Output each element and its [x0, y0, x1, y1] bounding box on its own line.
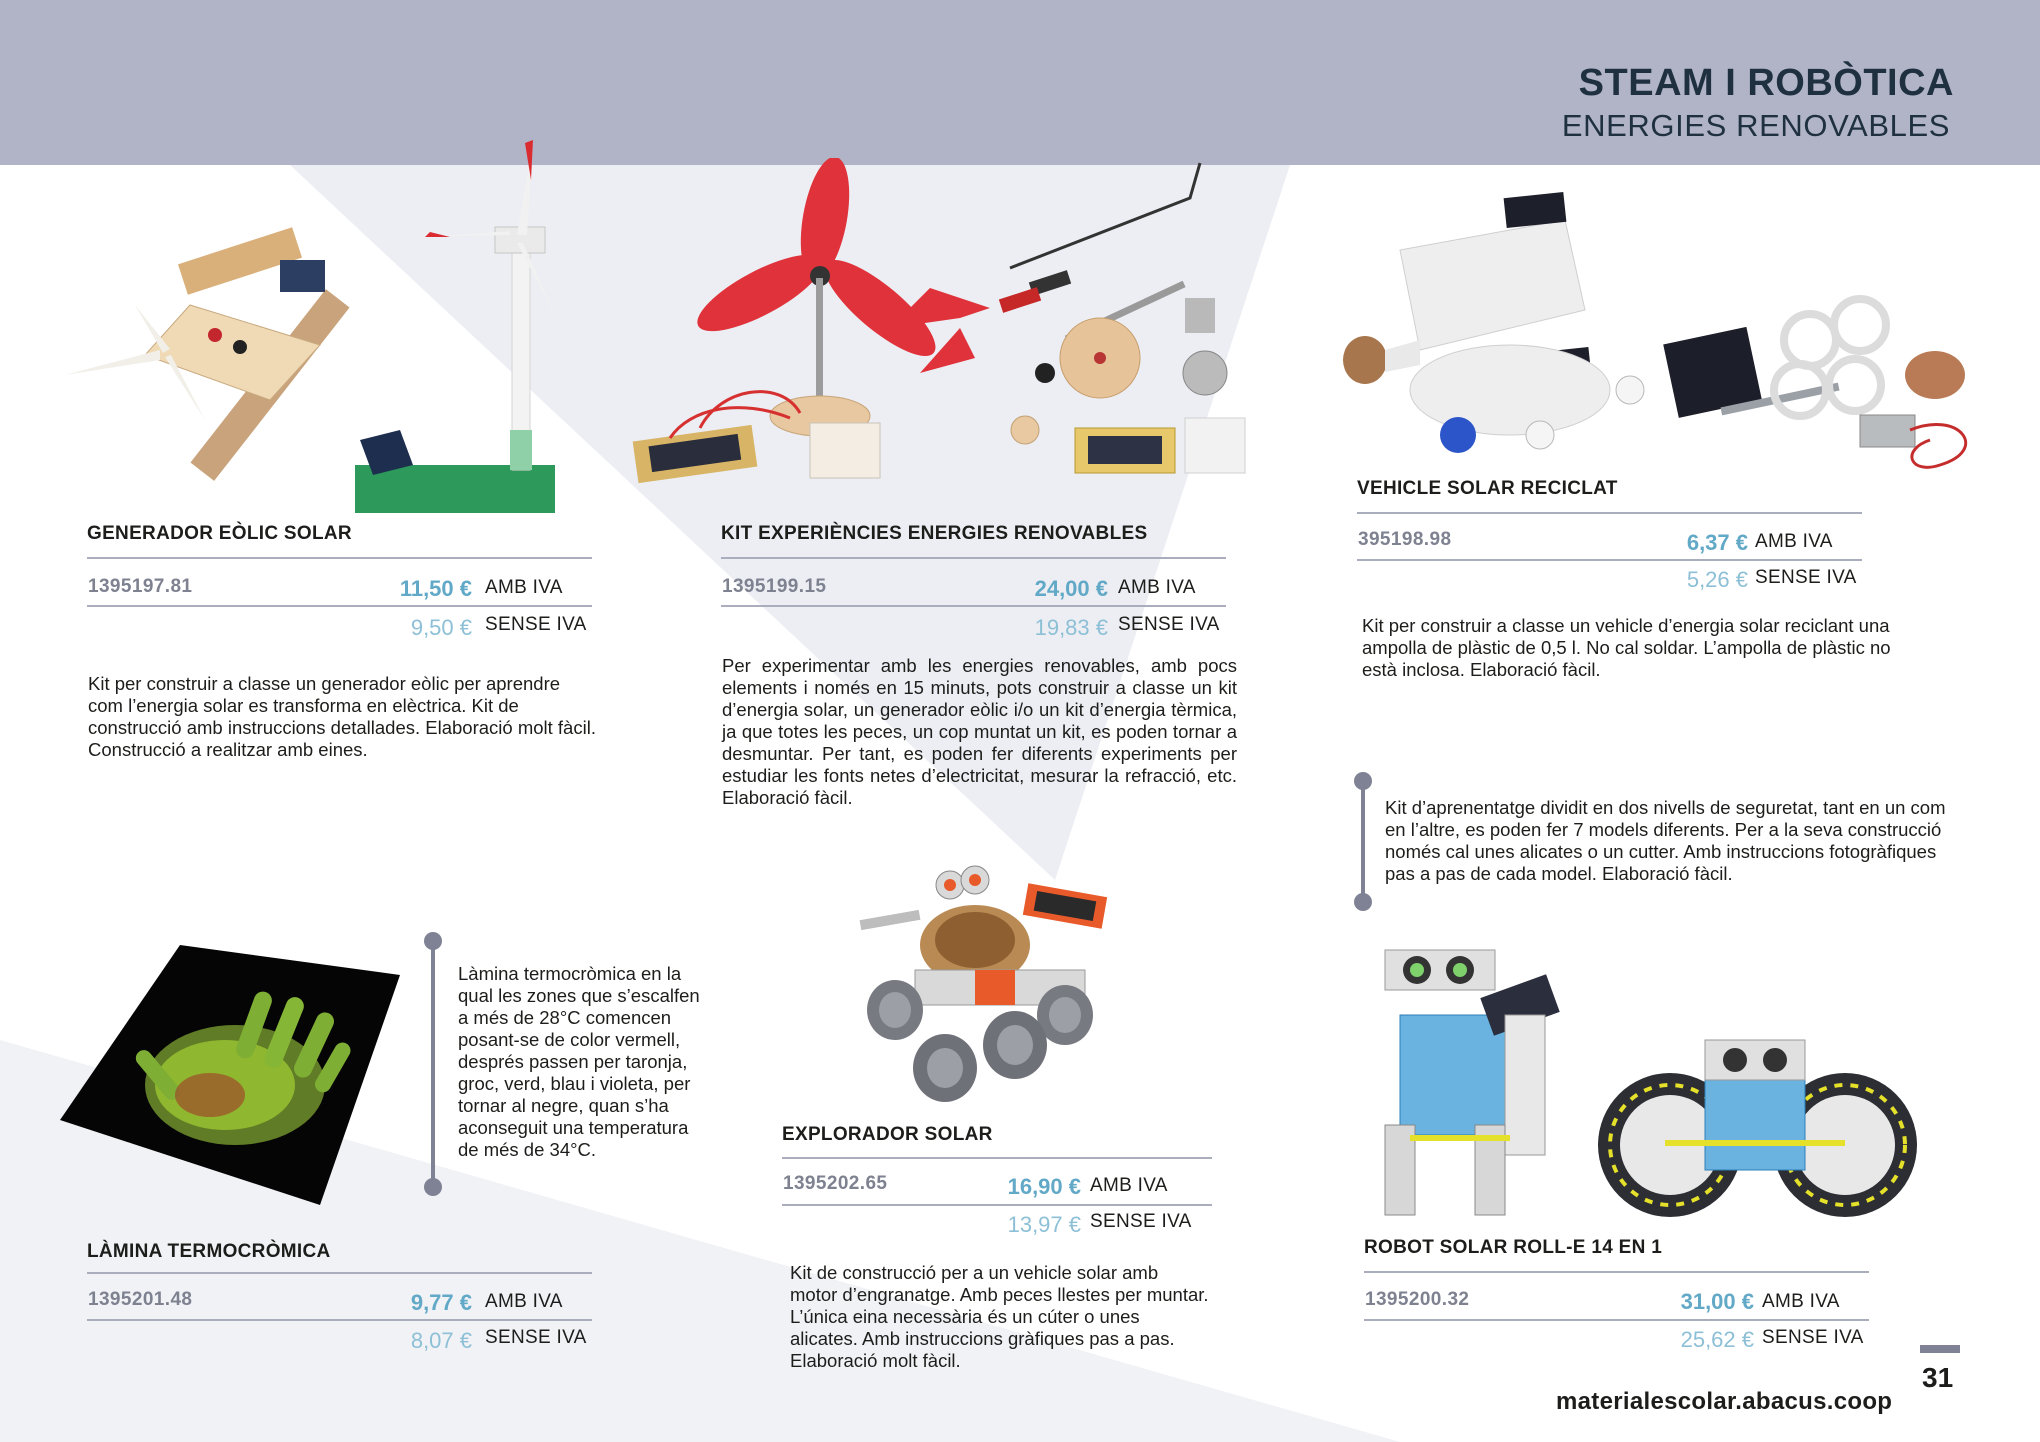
label-sense-iva: SENSE IVA	[1755, 567, 1857, 588]
product-ref: 1395202.65	[783, 1173, 888, 1194]
solar-robot-image	[1365, 945, 1925, 1235]
price-with-vat: 6,37 €	[1686, 530, 1748, 555]
price-without-vat: 9,50 €	[410, 615, 472, 640]
label-sense-iva: SENSE IVA	[1118, 614, 1220, 635]
divider	[87, 605, 592, 607]
product-name: EXPLORADOR SOLAR	[782, 1124, 993, 1145]
section-title: STEAM I ROBÒTICA	[1578, 62, 1954, 104]
price-without-vat: 25,62 €	[1680, 1327, 1754, 1352]
price-with-vat: 31,00 €	[1680, 1289, 1754, 1314]
product-ref: 1395197.81	[88, 576, 193, 597]
page-number: 31	[1922, 1362, 1954, 1393]
price-with-vat: 24,00 €	[1034, 576, 1108, 601]
label-sense-iva: SENSE IVA	[485, 1327, 587, 1348]
product-name: KIT EXPERIÈNCIES ENERGIES RENOVABLES	[721, 523, 1148, 544]
label-amb-iva: AMB IVA	[485, 1291, 563, 1312]
product-ref: 1395199.15	[722, 576, 827, 597]
divider	[721, 557, 1226, 559]
label-amb-iva: AMB IVA	[1762, 1291, 1840, 1312]
divider	[87, 1272, 592, 1274]
product-description: Per experimentar amb les energies renovables, amb pocs elements i només en 15 minuts, pots construir a classe un kit d’energia solar, un generador eòlic i/o un kit d’energia tèrmica, ja que totes les peces, un cop muntat un kit, es poden tornar a desmuntar. Per tant, es poden fer diferents experiments per estudiar les fonts netes d’electricitat, mesurar la refracció, etc. Elaboració fàcil.	[722, 655, 1237, 808]
timeline-line	[431, 940, 435, 1185]
divider	[782, 1157, 1212, 1159]
label-sense-iva: SENSE IVA	[485, 614, 587, 635]
label-amb-iva: AMB IVA	[1755, 531, 1833, 552]
label-sense-iva: SENSE IVA	[1090, 1211, 1192, 1232]
product-name: GENERADOR EÒLIC SOLAR	[87, 523, 352, 544]
label-amb-iva: AMB IVA	[1090, 1175, 1168, 1196]
price-without-vat: 8,07 €	[410, 1328, 472, 1353]
footer-website[interactable]: materialescolar.abacus.coop	[1556, 1388, 1893, 1415]
price-without-vat: 5,26 €	[1686, 567, 1748, 592]
label-sense-iva: SENSE IVA	[1762, 1327, 1864, 1348]
section-subtitle: ENERGIES RENOVABLES	[1561, 108, 1950, 143]
product-name: VEHICLE SOLAR RECICLAT	[1357, 478, 1618, 499]
divider	[87, 1319, 592, 1321]
divider	[782, 1204, 1212, 1206]
label-amb-iva: AMB IVA	[1118, 577, 1196, 598]
product-name: ROBOT SOLAR ROLL-E 14 EN 1	[1364, 1237, 1663, 1258]
product-description: Kit d’aprenentatge dividit en dos nivells de seguretat, tant en un com en l’altre, es poden fer 7 models diferents. Per a la seva construcció només cal unes alicates o un cutter. Amb instruccions fotogràfiques pas a pas de cada model. Elaboració fàcil.	[1385, 797, 1946, 884]
divider	[1357, 559, 1862, 561]
divider	[721, 605, 1226, 607]
price-with-vat: 11,50 €	[399, 576, 472, 601]
price-without-vat: 19,83 €	[1034, 615, 1108, 640]
recycled-solar-vehicle-image	[1340, 190, 1990, 480]
divider	[1357, 512, 1862, 514]
divider	[87, 557, 592, 559]
wind-generator-image	[55, 135, 575, 520]
product-ref: 1395200.32	[1365, 1289, 1470, 1310]
product-name: LÀMINA TERMOCRÒMICA	[87, 1241, 331, 1262]
product-description: Kit per construir a classe un generador eòlic per aprendre com l’energia solar es transforma en elèctrica. Kit de construcció amb instruccions detallades. Elaboració molt fàcil. Construcció a realitzar amb eines.	[88, 673, 596, 760]
product-description: Kit per construir a classe un vehicle d’energia solar reciclant una ampolla de plàstic de 0,5 l. No cal soldar. L’ampolla de plàstic no està inclosa. Elaboració fàcil.	[1362, 615, 1891, 680]
divider	[1364, 1271, 1869, 1273]
product-description: Làmina termocròmica en la qual les zones que s’escalfen a més de 28°C comencen posant-se de color vermell, després passen per taronja, groc, verd, blau i violeta, per tornar al negre, quan s’ha aconseguit una temperatura de més de 34°C.	[458, 963, 700, 1160]
renewable-kit-image	[630, 158, 1280, 498]
timeline-dot	[1354, 893, 1372, 911]
solar-explorer-image	[855, 860, 1135, 1120]
product-ref: 395198.98	[1358, 529, 1452, 550]
product-description: Kit de construcció per a un vehicle solar amb motor d’engranatge. Amb peces llestes per muntar. L’única eina necessària és un cúter o unes alicates. Amb instruccions gràfiques pas a pas. Elaboració molt fàcil.	[790, 1262, 1209, 1371]
price-with-vat: 16,90 €	[1007, 1174, 1081, 1199]
product-ref: 1395201.48	[88, 1289, 193, 1310]
price-with-vat: 9,77 €	[410, 1290, 472, 1315]
thermochromic-sheet-image	[60, 945, 410, 1205]
page-number-bar	[1920, 1345, 1960, 1353]
timeline-line	[1361, 780, 1365, 900]
price-without-vat: 13,97 €	[1007, 1212, 1081, 1237]
divider	[1364, 1319, 1869, 1321]
timeline-dot	[424, 1178, 442, 1196]
label-amb-iva: AMB IVA	[485, 577, 563, 598]
